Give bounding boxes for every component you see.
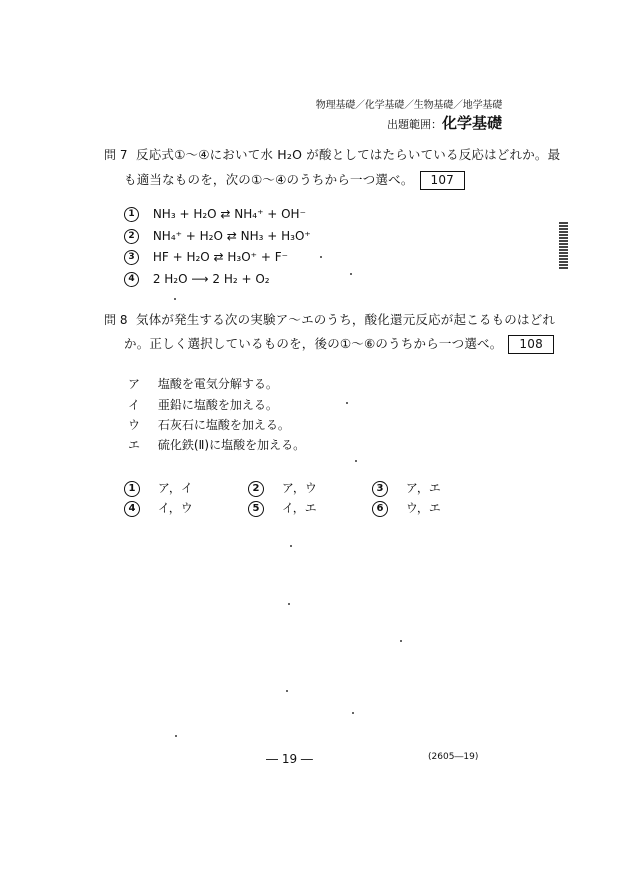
scan-edge-mark <box>559 222 568 270</box>
q8-choice-1[interactable] <box>124 479 193 497</box>
experiment-e <box>128 436 305 453</box>
q7-stem-line2-wrap <box>124 170 465 190</box>
scan-speck <box>175 735 177 737</box>
q7-option-1[interactable] <box>124 207 306 222</box>
choice-2-text: ア，ウ <box>281 481 317 495</box>
choice-6-text: ウ，エ <box>405 501 441 515</box>
experiment-i-text: 亜鉛に塩酸を加える。 <box>157 398 278 412</box>
experiment-u-label: ウ <box>128 418 141 432</box>
choice-1-text: ア，イ <box>157 481 193 495</box>
experiment-e-text: 硫化鉄(Ⅱ)に塩酸を加える。 <box>157 438 306 452</box>
scope-value: 化学基礎 <box>441 114 502 132</box>
subjects-header: 物理基礎／化学基礎／生物基礎／地学基礎 <box>315 100 502 111</box>
choice-3-text: ア，エ <box>405 481 441 495</box>
choice-5-text: イ，エ <box>281 501 317 515</box>
choice-4-mark: 4 <box>124 501 140 517</box>
scan-speck <box>286 690 288 692</box>
q7-number: 問 7 <box>104 148 128 162</box>
experiment-i-label: イ <box>128 398 141 412</box>
page-number: ― 19 ― <box>266 752 313 766</box>
page-code: (2605―19) <box>428 752 479 762</box>
scope-header <box>387 112 502 133</box>
q7-answer-box[interactable]: 107 <box>420 171 466 190</box>
q8-stem-line2: か。正しく選択しているものを，後の①～⑥のうちから一つ選べ。 <box>124 336 503 351</box>
q8-choice-4[interactable] <box>124 499 193 517</box>
scope-label: 出題範囲： <box>386 118 442 131</box>
experiment-i <box>128 396 278 413</box>
q8-choice-2[interactable] <box>248 479 317 497</box>
choice-2-mark: 2 <box>248 481 264 497</box>
scan-speck <box>355 460 357 462</box>
scan-speck <box>350 273 352 275</box>
scan-speck <box>290 545 292 547</box>
experiment-e-label: エ <box>128 438 141 452</box>
scan-speck <box>288 603 290 605</box>
scan-speck <box>352 712 354 714</box>
q7-option-3[interactable] <box>124 250 288 265</box>
option-4-equation: 2 H₂O ⟶ 2 H₂ + O₂ <box>152 272 270 286</box>
experiment-a-text: 塩酸を電気分解する。 <box>157 377 278 391</box>
experiment-u <box>128 416 290 433</box>
q7-stem-line1: 反応式①～④において水 H₂O が酸としてはたらいている反応はどれか。最 <box>136 147 561 162</box>
option-3-mark: 3 <box>124 250 139 265</box>
q7-option-4[interactable] <box>124 272 270 287</box>
q8-answer-box[interactable]: 108 <box>508 335 554 354</box>
scan-speck <box>400 640 402 642</box>
option-2-mark: 2 <box>124 229 139 244</box>
q8-choice-3[interactable] <box>372 479 441 497</box>
q8-stem-line1: 気体が発生する次の実験ア～エのうち，酸化還元反応が起こるものはどれ <box>136 312 556 327</box>
choice-5-mark: 5 <box>248 501 264 517</box>
scan-speck <box>320 256 322 258</box>
experiment-u-text: 石灰石に塩酸を加える。 <box>157 418 290 432</box>
choice-6-mark: 6 <box>372 501 388 517</box>
option-4-mark: 4 <box>124 272 139 287</box>
option-2-equation: NH₄⁺ + H₂O ⇄ NH₃ + H₃O⁺ <box>152 229 311 243</box>
q8-choice-5[interactable] <box>248 499 317 517</box>
choice-1-mark: 1 <box>124 481 140 497</box>
q8-choice-6[interactable] <box>372 499 441 517</box>
q8-number: 問 8 <box>104 313 128 327</box>
option-3-equation: HF + H₂O ⇄ H₃O⁺ + F⁻ <box>152 250 288 264</box>
choice-4-text: イ，ウ <box>157 501 193 515</box>
option-1-equation: NH₃ + H₂O ⇄ NH₄⁺ + OH⁻ <box>152 207 306 221</box>
scan-speck <box>346 402 348 404</box>
q8-stem-line2-wrap <box>124 334 554 354</box>
option-1-mark: 1 <box>124 207 139 222</box>
experiment-a <box>128 375 278 392</box>
experiment-a-label: ア <box>128 377 141 391</box>
scan-speck <box>174 298 176 300</box>
choice-3-mark: 3 <box>372 481 388 497</box>
q7-stem-line2: も適当なものを，次の①～④のうちから一つ選べ。 <box>124 172 414 187</box>
q7-option-2[interactable] <box>124 229 311 244</box>
